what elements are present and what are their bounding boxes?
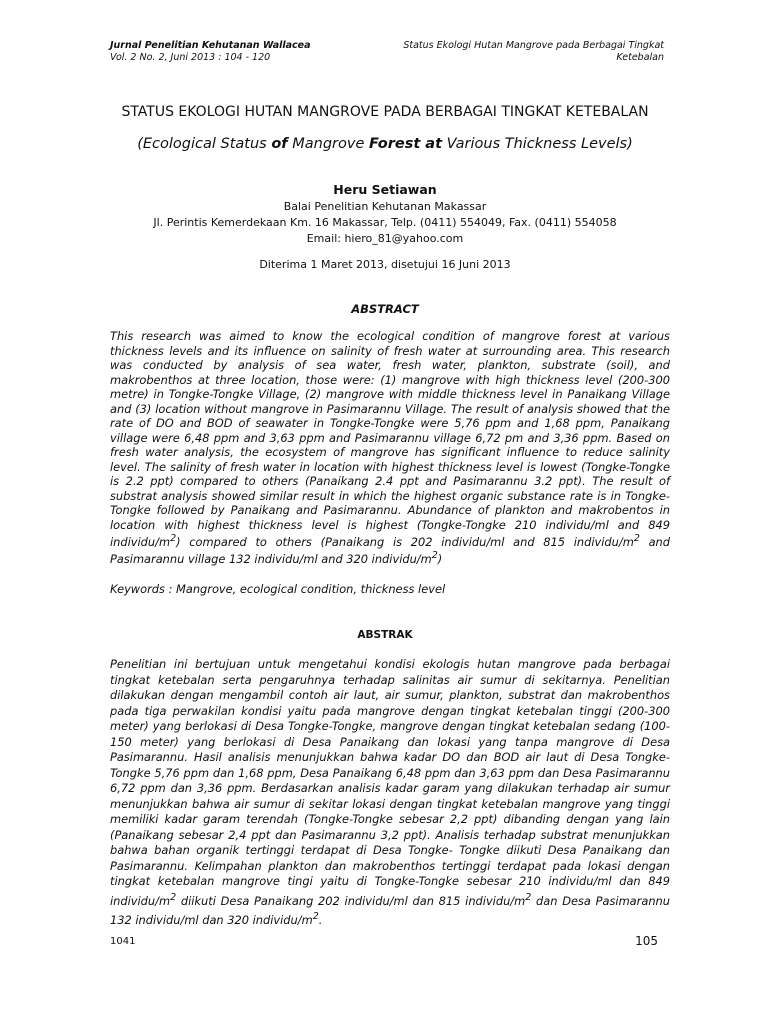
institution: Balai Penelitian Kehutanan Makassar	[283, 200, 487, 213]
abstract-body: This research was aimed to know the ecological condition of mangrove forest at various thickness levels and its influence on salinity of fresh water at surrounding area. This research was conducted by analysis of sea water, fresh water, plankton, substrate (soil), and makrobenthos at three location, those were: (1) mangrove with high thickness level (200-300 metre) in Tongke-Tongke Village, (2) mangrove with middle thickness level in Panaikang Village and (3) location without mangrove in Pasimarannu Village. The result of analysis showed that the rate of DO and BOD of seawater in Tongke-Tongke were 5,76 ppm and 1,68 ppm, Panaikang village were 6,48 ppm and 3,63 ppm and Pasimarannu village 6,72 pm and 3,36 ppm. Based on fresh water analysis, the ecosystem of mangrove has significant influence to reduce salinity level. The salinity of fresh water in location with highest thickness level is lowest (Tongke-Tongke is 2.2 ppt) compared to others (Panaikang 2.4 ppt and Pasimarannu 3.2 ppt). The result of substrat analysis showed similar result in which the highest organic substance rate is in Tongke-Tongke followed by Panaikang and Pasimarannu. Abundance of plankton and makrobentos in location with highest thickness level is highest (Tongke-Tongke 210 individu/ml and 849 individu/$m^2$) compared to others (Panaikang is 202 individu/ml and 815 individu/$m^2$ and Pasimarannu village 132 individu/ml and 320 individu/$m^2$)	[110, 329, 670, 567]
address: Jl. Perintis Kemerdekaan Km. 16 Makassar, Telp. (0411) 554049, Fax. (0411) 554058	[153, 216, 617, 229]
author-name: Heru Setiawan	[333, 182, 437, 197]
page-number: 105	[635, 934, 658, 948]
abstrak-body: Penelitian ini bertujuan untuk mengetahui kondisi ekologis hutan mangrove pada berbagai tingkat ketebalan serta pengaruhnya terhadap salinitas air sumur di sekitarnya. Penelitian dilakukan dengan mengambil contoh air laut, air sumur, plankton, substrat dan makrobenthos pada tiga perwakilan kondisi yaitu pada mangrove dengan tingkat ketebalan tinggi (200-300 meter) yang berlokasi di Desa Tongke-Tongke, mangrove dengan tingkat ketebalan sedang (100-150 meter) yang berlokasi di Desa Panaikang dan lokasi yang tanpa mangrove di Desa Pasimarannu. Hasil analisis menunjukkan bahwa kadar DO dan BOD air laut di Desa Tongke- Tongke 5,76 ppm dan 1,68 ppm, Desa Panaikang 6,48 ppm dan 3,63 ppm dan Desa Pasimarannu 6,72 ppm dan 3,36 ppm. Berdasarkan analisis kadar garam yang dilakukan terhadap air sumur menunjukkan bahwa air sumur di sekitar lokasi dengan tingkat ketebalan mangrove yang tinggi memiliki kadar garam terendah (Tongke-Tongke sebesar 2,2 ppt) dibanding dengan yang lain (Panaikang sebesar 2,4 ppt dan Pasimarannu 3,2 ppt). Analisis terhadap substrat menunjukkan bahwa bahan organik tertinggi terdapat di Desa Tongke- Tongke diikuti Desa Panaikang dan Pasimarannu. Kelimpahan plankton dan makrobenthos tertinggi terdapat pada lokasi dengan tingkat ketebalan mangrove tingi yaitu di Tongke-Tongke sebesar 210 individu/ml dan 849 individu/$m^2$ diikuti Desa Panaikang 202 individu/ml dan 815 individu/$m^2$ dan Desa Pasimarannu 132 individu/ml dan 320 individu/$m^2$.	[110, 657, 670, 927]
article-title: STATUS EKOLOGI HUTAN MANGROVE PADA BERBAGAI TINGKAT KETEBALAN	[121, 104, 649, 120]
email: Email: hiero_81@yahoo.com	[306, 232, 464, 245]
article-subtitle: (Ecological Status of Mangrove Forest at Various Thickness Levels)	[137, 136, 633, 152]
received-date: Diterima 1 Maret 2013, disetujui 16 Juni 2013	[259, 258, 511, 271]
keywords: Keywords : Mangrove, ecological condition, thickness level	[110, 582, 446, 596]
abstrak-heading: ABSTRAK	[357, 629, 413, 641]
author-affiliation	[100, 199, 670, 247]
journal-volume: Vol. 2 No. 2, Juni 2013 : 104 - 120	[110, 52, 271, 63]
journal-header	[110, 40, 311, 64]
abstract-heading: ABSTRACT	[351, 302, 419, 316]
running-title: Status Ekologi Hutan Mangrove pada Berbagai Tingkat Ketebalan	[403, 40, 664, 63]
footer-number: 1041	[110, 936, 136, 947]
journal-name: Jurnal Penelitian Kehutanan Wallacea	[110, 40, 311, 51]
